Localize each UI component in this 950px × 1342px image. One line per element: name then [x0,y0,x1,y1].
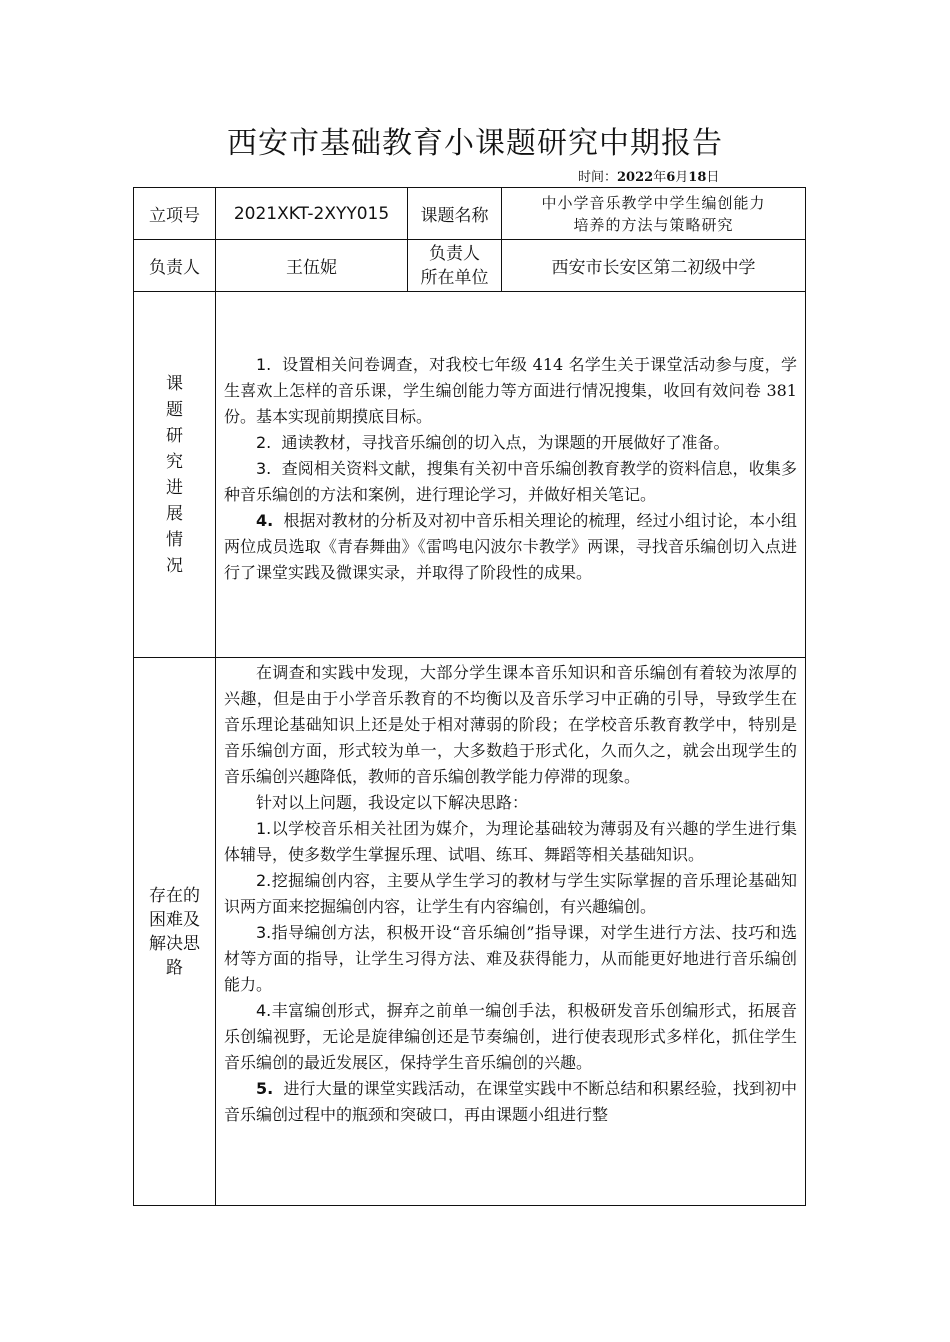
progress-label-char: 究 [166,451,183,472]
date-year-unit: 年 [653,170,667,185]
date-day: 18 [688,170,707,185]
topic-label: 课题名称 [408,188,502,240]
difficulty-label-line: 路 [166,957,183,978]
row-difficulty [134,658,806,1206]
topic-value [502,188,806,240]
unit-value: 西安市长安区第二初级中学 [502,240,806,292]
progress-label-char: 况 [166,555,183,576]
date-label: 时间： [578,170,618,185]
progress-label-char: 题 [166,399,183,420]
report-table [133,187,806,1206]
topic-line-2: 培养的方法与策略研究 [573,215,734,234]
progress-label [134,371,215,579]
date-year: 2022 [617,170,654,185]
difficulty-intro: 在调查和实践中发现，大部分学生课本音乐知识和音乐编创有着较为浓厚的兴趣，但是由于小学音乐教育的不均衡以及音乐学习中正确的引导，导致学生在音乐理论基础知识上还是处于相对薄弱的阶段；在学校音乐教育教学中，特别是音乐编创方面，形式较为单一，大多数趋于形式化，久而久之，就会出现学生的音乐编创兴趣降低，教师的音乐编创教学能力停滞的现象。 [224,663,797,786]
progress-label-cell [134,292,216,658]
difficulty-item: 4.丰富编创形式，摒弃之前单一编创手法，积极研发音乐创编形式，拓展音乐创编视野，无论是旋律编创还是节奏编创，进行使表现形式多样化，抓住学生音乐编创的最近发展区，保持学生音乐编创的兴趣。 [224,1001,797,1072]
difficulty-label-line: 存在的 [149,885,200,906]
difficulty-content [216,658,806,1206]
unit-label-line-1: 负责人 [429,243,480,264]
project-no-value: 2021XKT-2XYY015 [216,188,408,240]
project-no-label: 立项号 [134,188,216,240]
leader-value: 王伍妮 [216,240,408,292]
progress-label-char: 展 [166,503,183,524]
progress-label-char: 研 [166,425,183,446]
difficulty-label-cell [134,658,216,1206]
row-leader [134,240,806,292]
difficulty-item: 3.指导编创方法，积极开设“音乐编创”指导课，对学生进行方法、技巧和选材等方面的指导，让学生习得方法、难及获得能力，从而能更好地进行音乐编创能力。 [224,923,797,994]
difficulty-item: 2.挖掘编创内容，主要从学生学习的教材与学生实际掌握的音乐理论基础知识两方面来挖掘编创内容，让学生有内容编创，有兴趣编创。 [224,871,797,916]
row-progress [134,292,806,658]
report-date [578,166,719,185]
progress-content [216,292,806,658]
progress-item: 2. 通读教材，寻找音乐编创的切入点，为课题的开展做好了准备。 [256,433,730,452]
date-day-unit: 日 [706,170,720,185]
difficulty-item: 1.以学校音乐相关社团为媒介，为理论基础较为薄弱及有兴趣的学生进行集体辅导，使多数学生掌握乐理、试唱、练耳、舞蹈等相关基础知识。 [224,819,797,864]
progress-item: 3. 查阅相关资料文献，搜集有关初中音乐编创教育教学的资料信息，收集多种音乐编创的方法和案例，进行理论学习，并做好相关笔记。 [224,459,797,504]
difficulty-label-line: 解决思 [149,933,200,954]
progress-label-char: 课 [166,373,183,394]
progress-item: 1. 设置相关问卷调查，对我校七年级 414 名学生关于课堂活动参与度，学生喜欢上怎样的音乐课，学生编创能力等方面进行情况搜集，收回有效问卷 381 份。基本实现前期摸底目标。 [224,355,798,426]
unit-label-line-2: 所在单位 [420,267,489,288]
unit-label [408,240,502,292]
difficulty-lead: 针对以上问题，我设定以下解决思路： [256,793,529,812]
row-project [134,188,806,240]
progress-item: 4. 根据对教材的分析及对初中音乐相关理论的梳理，经过小组讨论，本小组两位成员选取《青春舞曲》《雷鸣电闪波尔卡教学》两课，寻找音乐编创切入点进行了课堂实践及微课实录，并取得了阶段性的成果。 [224,511,797,582]
progress-label-char: 进 [166,477,183,498]
topic-line-1: 中小学音乐教学中学生编创能力 [541,193,766,212]
report-title: 西安市基础教育小课题研究中期报告 [227,126,723,161]
progress-label-char: 情 [166,529,183,550]
difficulty-label-line: 困难及 [149,909,200,930]
leader-label: 负责人 [134,240,216,292]
difficulty-item: 5. 进行大量的课堂实践活动，在课堂实践中不断总结和积累经验，找到初中音乐编创过程中的瓶颈和突破口，再由课题小组进行整 [224,1079,797,1124]
date-month-unit: 月 [675,170,689,185]
date-month: 6 [666,170,676,185]
